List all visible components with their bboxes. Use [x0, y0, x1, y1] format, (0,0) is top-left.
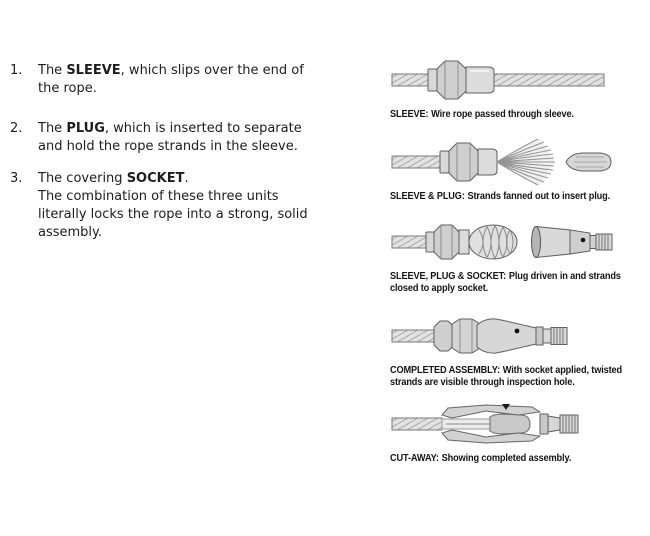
figure-sleeve-plug-socket: [390, 217, 645, 295]
item-prefix: The covering: [38, 171, 127, 186]
list-item: [10, 62, 340, 98]
figure-caption-label: SLEEVE & PLUG:: [390, 191, 465, 202]
item-prefix: The: [38, 121, 67, 136]
item-term: PLUG: [66, 121, 105, 136]
figure-caption-label: SLEEVE, PLUG & SOCKET:: [390, 271, 507, 282]
figure-caption-text: With socket applied, twisted strands are visible through inspection hole.: [390, 365, 623, 388]
list-item: [10, 120, 340, 156]
item-suffix: .: [184, 171, 189, 186]
figure-caption-text: Wire rope passed through sleeve.: [431, 109, 574, 120]
figure-caption: [390, 365, 640, 389]
list-item-number: 3.: [10, 171, 23, 186]
item-suffix: , which is inserted to separate and hold the rope strands in the sleeve.: [38, 121, 302, 154]
parts-list: [10, 62, 340, 242]
item-body: The combination of these three units literally locks the rope into a strong, solid assembly.: [38, 189, 308, 240]
list-item-text: [38, 170, 324, 242]
list-item: [10, 170, 340, 242]
figure-column: [390, 55, 645, 465]
list-item-text: [38, 62, 324, 98]
figure-caption: [390, 191, 640, 203]
figure-caption: [390, 271, 640, 295]
figure-sleeve: [390, 55, 645, 121]
figure-completed-assembly: [390, 311, 645, 389]
item-term: SOCKET: [126, 171, 185, 186]
figure-caption-text: Strands fanned out to insert plug.: [467, 191, 611, 202]
completed-assembly-illustration: [390, 311, 625, 361]
figure-caption-label: SLEEVE:: [390, 109, 429, 120]
item-term: SLEEVE: [66, 63, 121, 78]
figure-cut-away: [390, 399, 645, 465]
sleeve-plug-socket-illustration: [390, 217, 625, 267]
cut-away-illustration: [390, 399, 625, 449]
item-suffix: , which slips over the end of the rope.: [38, 63, 304, 96]
list-item-text: [38, 120, 324, 156]
list-item-number: 2.: [10, 121, 23, 136]
figure-caption-text: Plug driven in and strands closed to apply socket.: [390, 271, 621, 294]
figure-caption-label: COMPLETED ASSEMBLY:: [390, 365, 501, 376]
sleeve-on-rope-illustration: [390, 55, 625, 105]
figure-sleeve-and-plug: [390, 137, 645, 203]
figure-caption-label: CUT-AWAY:: [390, 453, 439, 464]
item-prefix: The: [38, 63, 67, 78]
figure-caption-text: Showing completed assembly.: [441, 453, 572, 464]
figure-caption: [390, 109, 640, 121]
sleeve-and-plug-illustration: [390, 137, 625, 187]
figure-caption: [390, 453, 640, 465]
list-item-number: 1.: [10, 63, 23, 78]
